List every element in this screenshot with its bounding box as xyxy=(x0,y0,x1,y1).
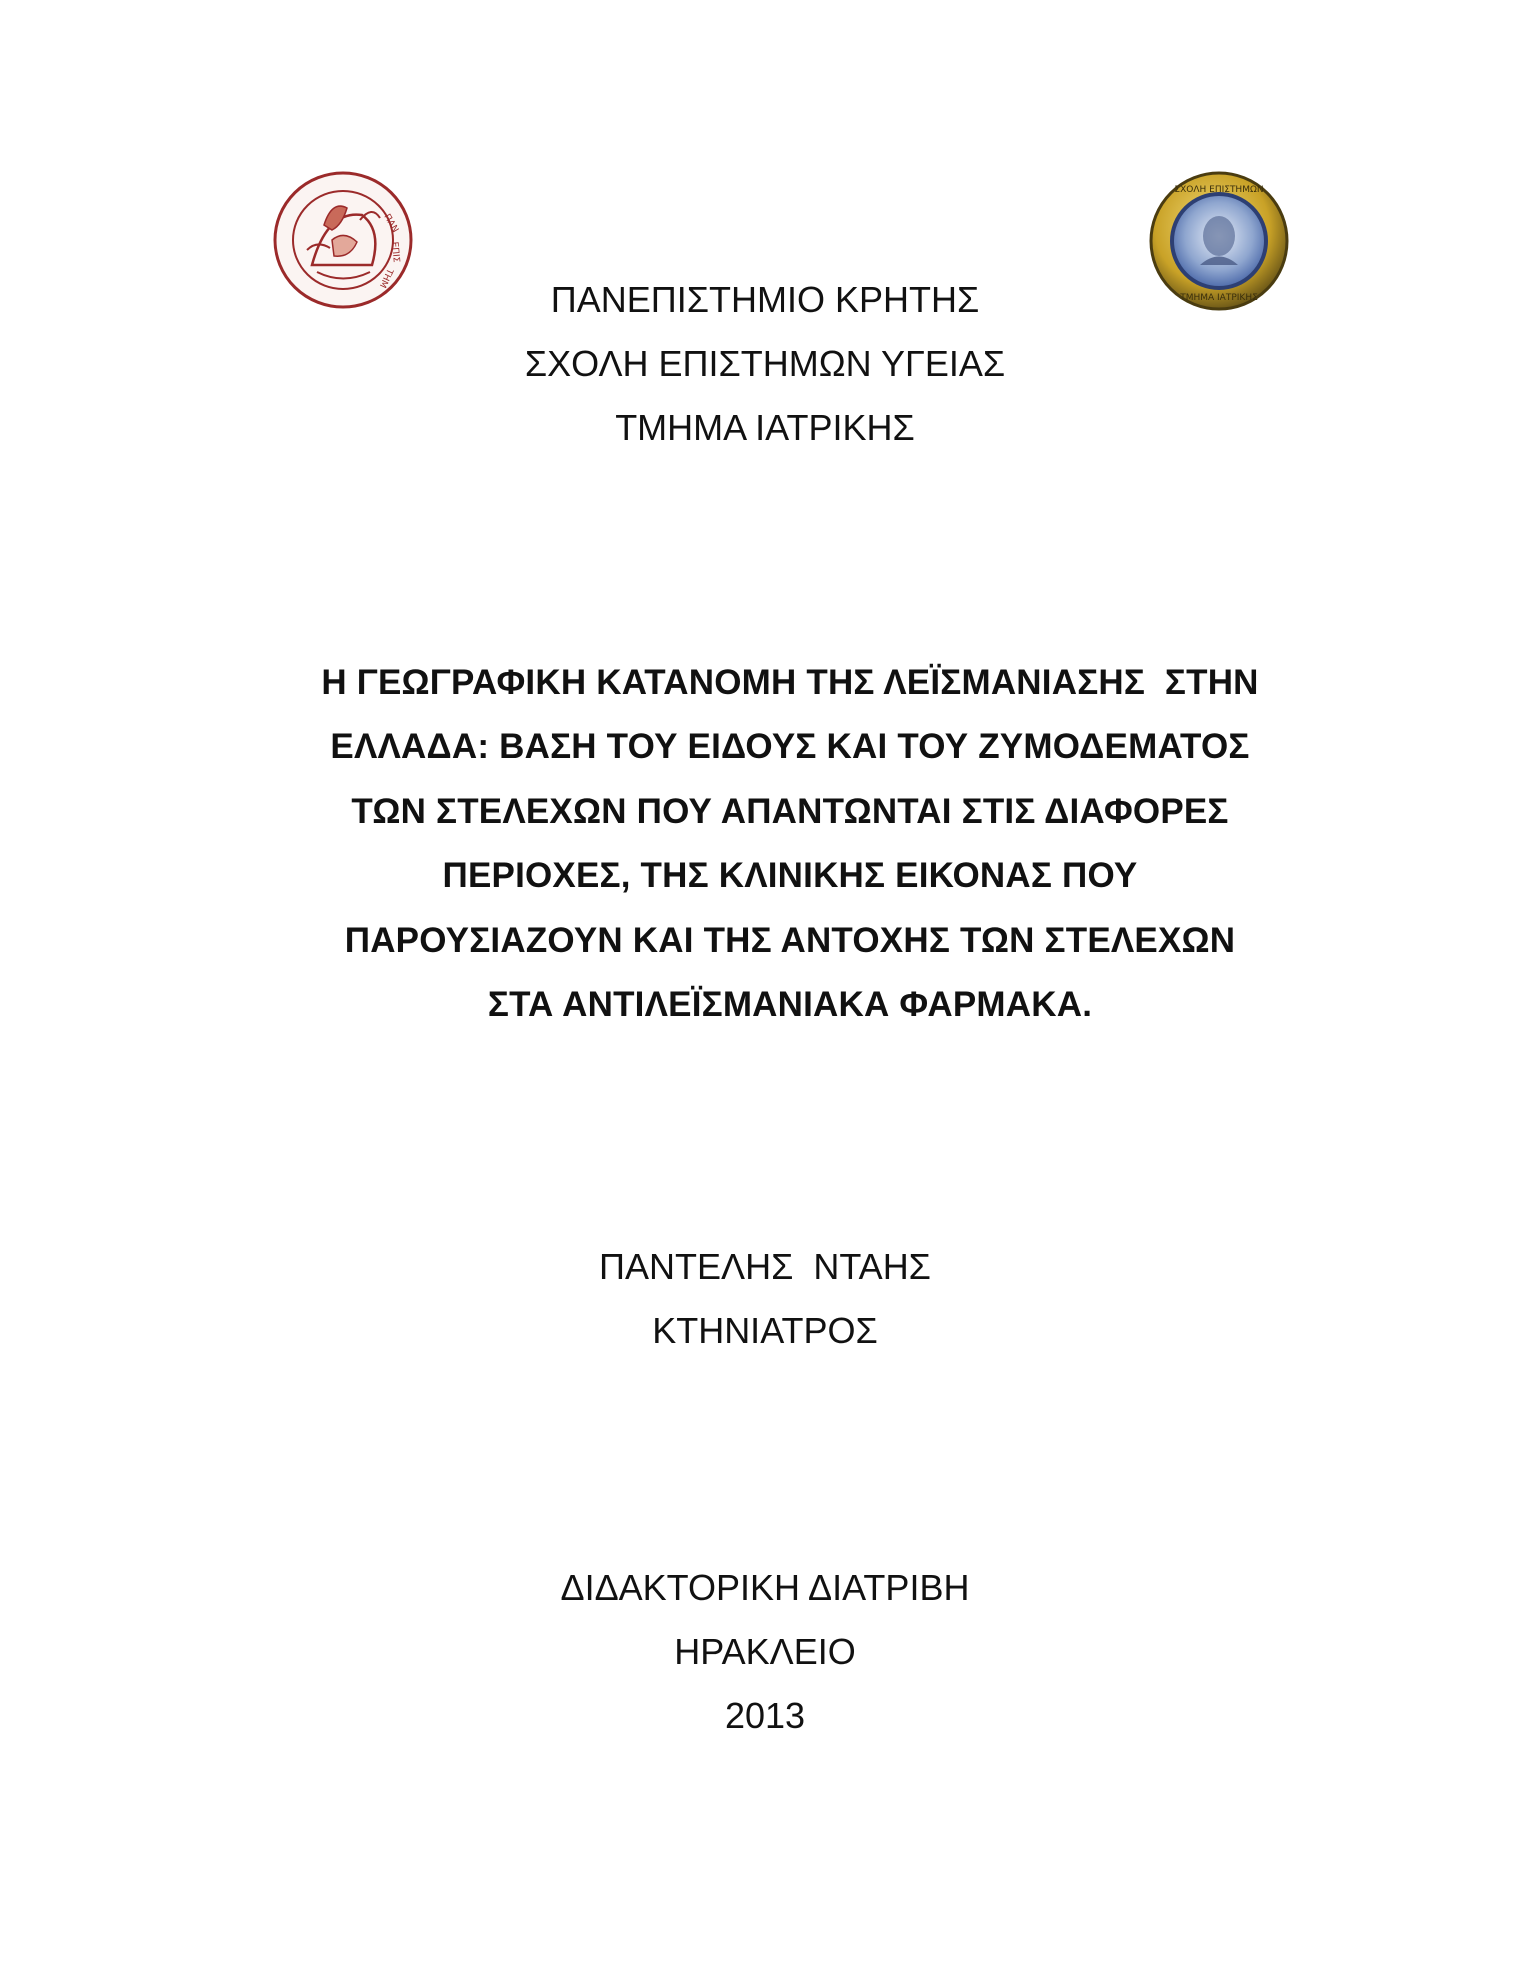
thesis-title-line: Η ΓΕΩΓΡΑΦΙΚΗ ΚΑΤΑΝΟΜΗ ΤΗΣ ΛΕΪΣΜΑΝΙΑΣΗΣ ΣΤΗΝ xyxy=(321,663,1259,702)
svg-text:ΠΑΝ: ΠΑΝ xyxy=(381,212,400,235)
document-footer xyxy=(0,1556,1530,1748)
institution-header xyxy=(0,268,1530,460)
author-block xyxy=(0,1235,1530,1363)
svg-text:ΤΗΜ: ΤΗΜ xyxy=(376,266,395,290)
thesis-title-line: ΣΤΑ ΑΝΤΙΛΕΪΣΜΑΝΙΑΚΑ ΦΑΡΜΑΚΑ. xyxy=(487,985,1093,1025)
thesis-title-line: ΕΛΛΑΔΑ: ΒΑΣΗ ΤΟΥ ΕΙΔΟΥΣ ΚΑΙ ΤΟΥ ΖΥΜΟΔΕΜΑΤΟΣ xyxy=(330,727,1250,767)
svg-text:ΤΜΗΜΑ ΙΑΤΡΙΚΗΣ: ΤΜΗΜΑ ΙΑΤΡΙΚΗΣ xyxy=(1180,293,1258,303)
department-name: ΤΜΗΜΑ ΙΑΤΡΙΚΗΣ xyxy=(615,407,915,448)
city: ΗΡΑΚΛΕΙΟ xyxy=(674,1631,856,1672)
svg-text:ΣΧΟΛΗ ΕΠΙΣΤΗΜΩΝ: ΣΧΟΛΗ ΕΠΙΣΤΗΜΩΝ xyxy=(1174,185,1264,195)
thesis-title-line: ΠΑΡΟΥΣΙΑΖΟΥΝ ΚΑΙ ΤΗΣ ΑΝΤΟΧΗΣ ΤΩΝ ΣΤΕΛΕΧΩΝ xyxy=(344,920,1236,960)
thesis-title xyxy=(230,651,1350,1037)
svg-text:ΕΠΙΣ: ΕΠΙΣ xyxy=(389,241,401,263)
thesis-title-line: ΠΕΡΙΟΧΕΣ, ΤΗΣ ΚΛΙΝΙΚΗΣ ΕΙΚΟΝΑΣ ΠΟΥ xyxy=(442,856,1138,896)
thesis-title-line: ΤΩΝ ΣΤΕΛΕΧΩΝ ΠΟΥ ΑΠΑΝΤΩΝΤΑΙ ΣΤΙΣ ΔΙΑΦΟΡΕΣ xyxy=(351,791,1229,831)
university-name: ΠΑΝΕΠΙΣΤΗΜΙΟ ΚΡΗΤΗΣ xyxy=(550,279,980,320)
author-profession: ΚΤΗΝΙΑΤΡΟΣ xyxy=(652,1310,878,1351)
author-name: ΠΑΝΤΕΛΗΣ ΝΤΑΗΣ xyxy=(599,1246,931,1287)
year: 2013 xyxy=(724,1695,806,1736)
school-name: ΣΧΟΛΗ ΕΠΙΣΤΗΜΩΝ ΥΓΕΙΑΣ xyxy=(524,343,1006,384)
document-type: ΔΙΔΑΚΤΟΡΙΚΗ ΔΙΑΤΡΙΒΗ xyxy=(560,1567,970,1608)
